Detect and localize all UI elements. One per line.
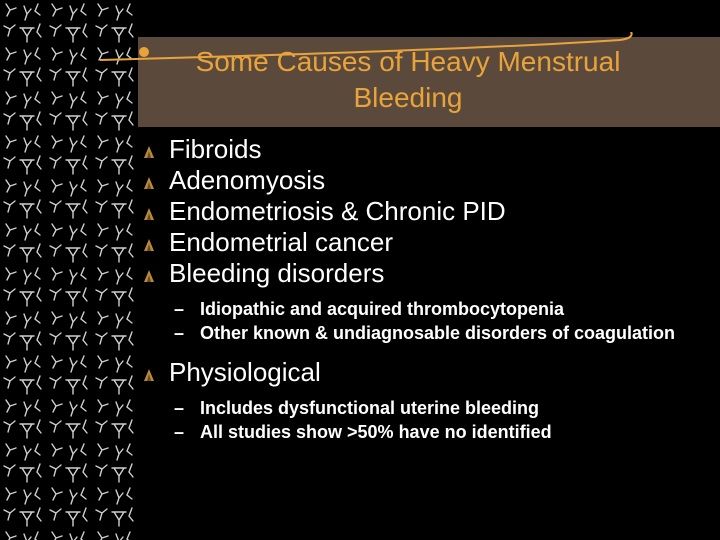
bullet-icon xyxy=(142,207,156,221)
dash-icon: – xyxy=(174,398,185,418)
pattern-icon xyxy=(0,0,138,540)
sub-list-bleeding xyxy=(142,297,712,345)
dash-icon: – xyxy=(174,422,185,442)
bullet-text: Adenomyosis xyxy=(169,165,326,195)
sub-bullet-item xyxy=(174,297,712,321)
bullet-item xyxy=(142,134,712,165)
sub-bullet-text: Other known & undiagnosable disorders of coagulation xyxy=(200,323,676,343)
bullet-icon xyxy=(142,269,156,283)
bullet-icon xyxy=(142,145,156,159)
bullet-list xyxy=(142,134,712,444)
slide-title: Some Causes of Heavy Menstrual Bleeding xyxy=(195,46,621,113)
bullet-text: Endometriosis & Chronic PID xyxy=(169,196,506,226)
dash-icon: – xyxy=(174,299,185,319)
bullet-icon xyxy=(142,368,156,382)
bullet-text: Bleeding disorders xyxy=(169,258,385,288)
sub-bullet-item xyxy=(174,321,712,345)
bullet-item xyxy=(142,357,712,388)
bullet-text: Physiological xyxy=(169,357,321,387)
decorative-pattern xyxy=(0,0,138,540)
bullet-item xyxy=(142,227,712,258)
bullet-icon xyxy=(142,176,156,190)
bullet-item xyxy=(142,196,712,227)
sub-list-physiological xyxy=(142,396,712,444)
bullet-item xyxy=(142,165,712,196)
bullet-item xyxy=(142,258,712,289)
bullet-icon xyxy=(142,238,156,252)
bullet-text: Fibroids xyxy=(169,134,262,164)
sub-bullet-item xyxy=(174,396,712,420)
sub-bullet-text: All studies show >50% have no identified xyxy=(200,422,552,442)
sub-bullet-text: Idiopathic and acquired thrombocytopenia xyxy=(200,299,565,319)
sub-bullet-item xyxy=(174,420,712,444)
sub-bullet-text: Includes dysfunctional uterine bleeding xyxy=(200,398,540,418)
bullet-text: Endometrial cancer xyxy=(169,227,393,257)
dash-icon: – xyxy=(174,323,185,343)
